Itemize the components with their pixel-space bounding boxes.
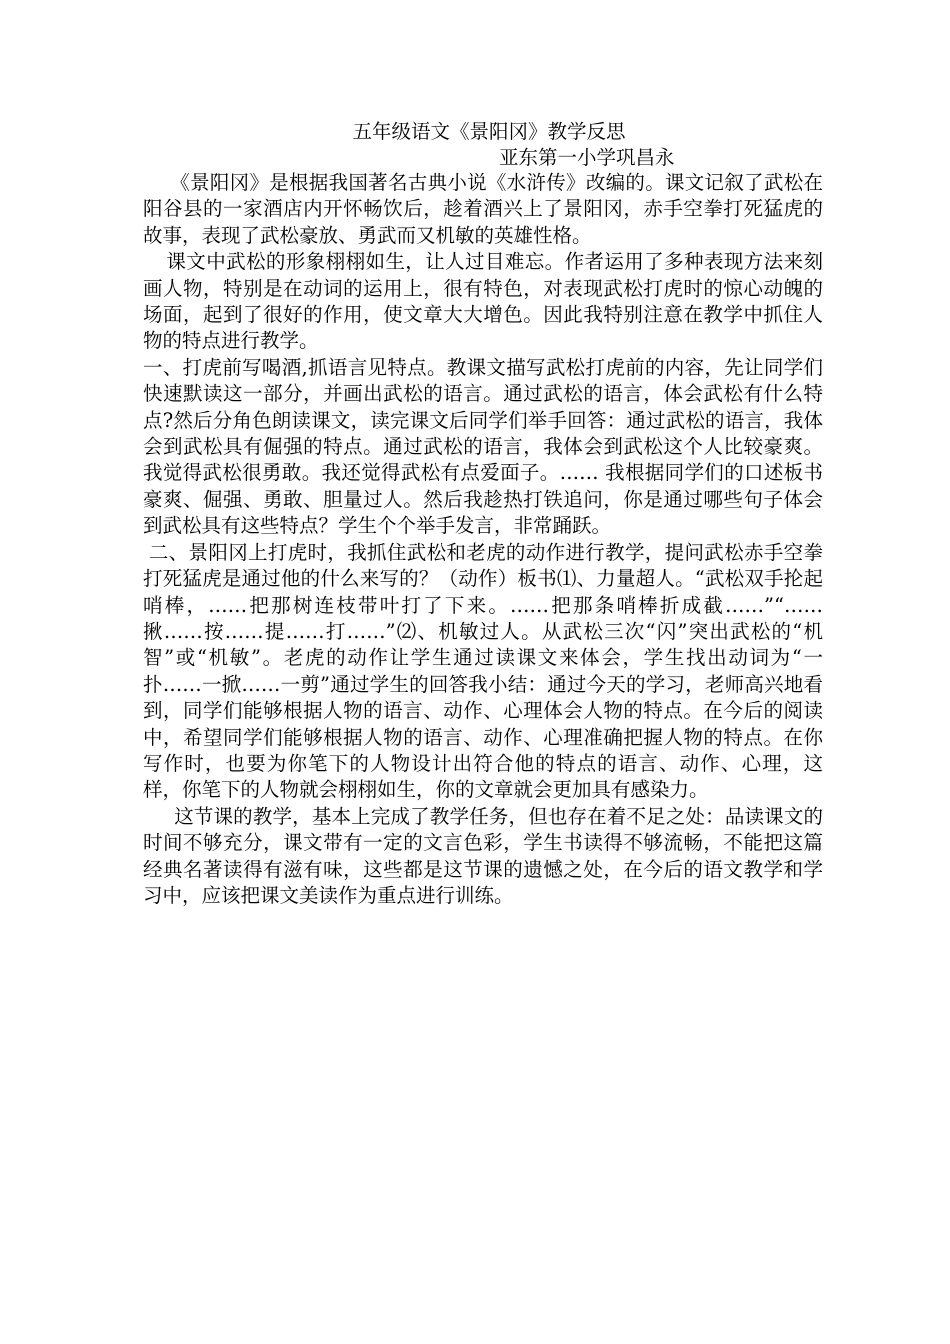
paragraph-part-one: 一、打虎前写喝酒,抓语言见特点。教课文描写武松打虎前的内容，先让同学们快速默读这一部分，并画出武松的语言。通过武松的语言，体会武松有什么特点?然后分角色朗读课文，读完课文后同学们举手回答：通过武松的语言，我体会到武松具有倔强的特点。通过武松的语言，我体会到武松这个人比较豪爽。我觉得武松很勇敢。我还觉得武松有点爱面子。…… 我根据同学们的口述板书豪爽、倔强、勇敢、胆量过人。然后我趁热打铁追问，你是通过哪些句子体会到武松具有这些特点？学生个个举手发言，非常踊跃。 bbox=[143, 355, 823, 538]
paragraph-part-two: 二、景阳冈上打虎时，我抓住武松和老虎的动作进行教学，提问武松赤手空拳打死猛虎是通过他的什么来写的？（动作）板书⑴、力量超人。“武松双手抡起哨棒，……把那树连枝带叶打了下来。……把那条哨棒折成截……”“……揪……按……提……打……”⑵、机敏过人。从武松三次“闪”突出武松的“机智”或“机敏”。老虎的动作让学生通过读课文来体会，学生找出动词为“一扑……一掀……一剪”通过学生的回答我小结：通过今天的学习，老师高兴地看到，同学们能够根据人物的语言、动作、心理体会人物的特点。在今后的阅读中，希望同学们能够根据人物的语言、动作、心理准确把握人物的特点。在你写作时，也要为你笔下的人物设计出符合他的特点的语言、动作、心理，这样，你笔下的人物就会栩栩如生，你的文章就会更加具有感染力。 bbox=[143, 540, 823, 802]
paragraph-intro: 《景阳冈》是根据我国著名古典小说《水浒传》改编的。课文记叙了武松在阳谷县的一家酒店内开怀畅饮后，趁着酒兴上了景阳冈，赤手空拳打死猛虎的故事，表现了武松豪放、勇武而又机敏的英雄性格。 bbox=[143, 171, 823, 247]
document-body bbox=[143, 118, 823, 909]
paragraph-overview: 课文中武松的形象栩栩如生，让人过目难忘。作者运用了多种表现方法来刻画人物，特别是在动词的运用上，很有特色，对表现武松打虎时的惊心动魄的场面，起到了很好的作用，使文章大大增色。因此我特别注意在教学中抓住人物的特点进行教学。 bbox=[143, 250, 823, 353]
document-author: 亚东第一小学巩昌永 bbox=[499, 146, 675, 169]
document-title: 五年级语文《景阳冈》教学反思 bbox=[352, 120, 626, 143]
paragraph-conclusion: 这节课的教学，基本上完成了教学任务，但也存在着不足之处：品读课文的时间不够充分，课文带有一定的文言色彩，学生书读得不够流畅，不能把这篇经典名著读得有滋有味，这些都是这节课的遗憾之处，在今后的语文教学和学习中，应该把课文美读作为重点进行训练。 bbox=[143, 804, 823, 907]
